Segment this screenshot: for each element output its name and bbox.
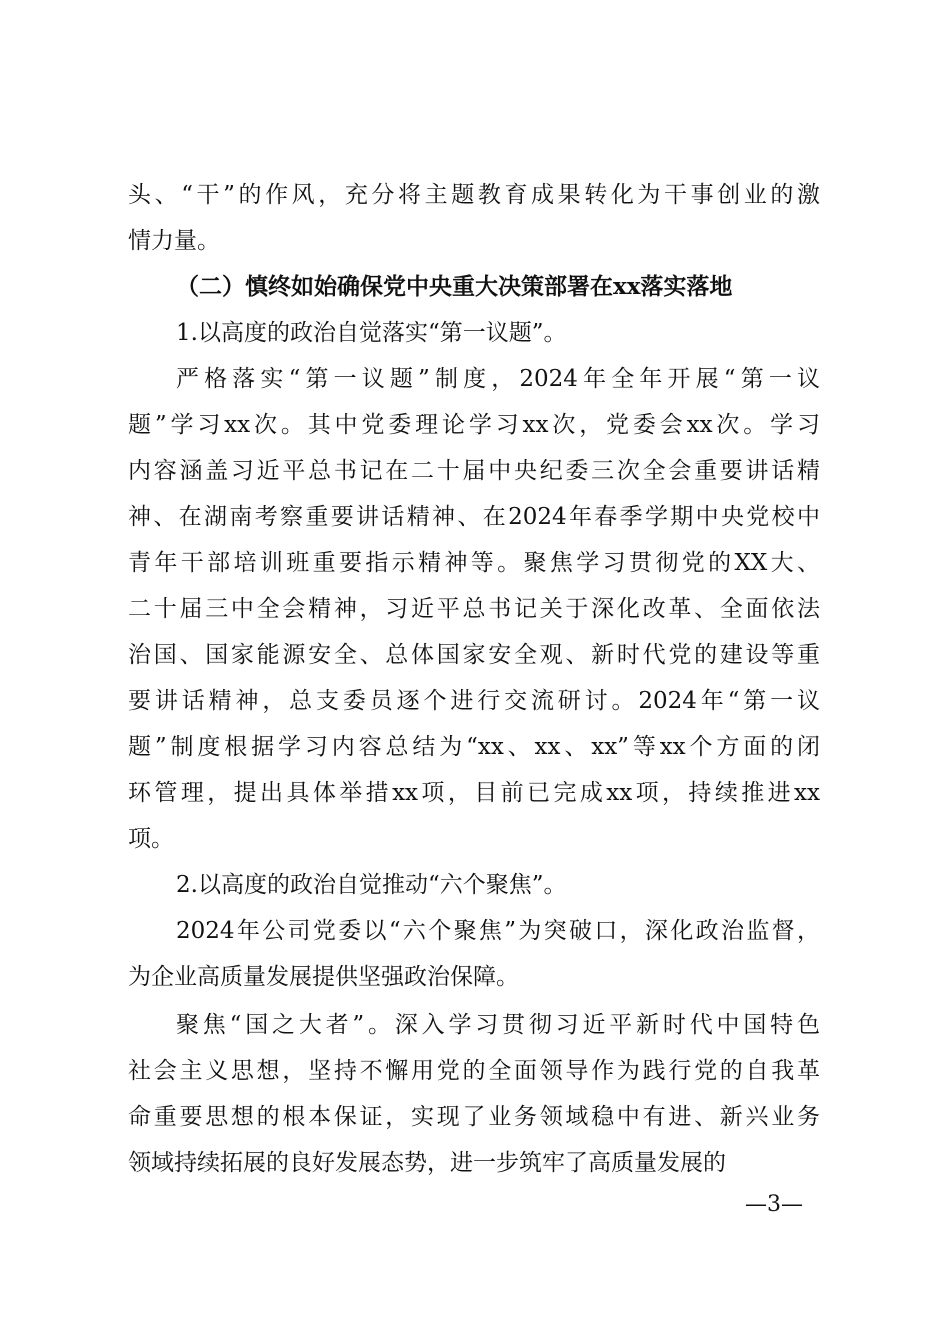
page-number: —3— — [745, 1192, 803, 1217]
text-line: 青年干部培训班重要指示精神等。聚焦学习贯彻党的XX大、 — [128, 550, 820, 576]
text-line: 情力量。 — [128, 228, 220, 254]
text-line: 题”制度根据学习内容总结为“xx、xx、xx”等xx个方面的闭 — [128, 734, 820, 760]
text-line: 2.以高度的政治自觉推动“六个聚焦”。 — [176, 872, 567, 898]
text-line: 领域持续拓展的良好发展态势，进一步筑牢了高质量发展的 — [128, 1150, 726, 1176]
text-line: 2024年公司党委以“六个聚焦”为突破口，深化政治监督， — [176, 918, 820, 944]
section-heading: （二）慎终如始确保党中央重大决策部署在xx落实落地 — [176, 273, 733, 300]
text-line: 命重要思想的根本保证，实现了业务领域稳中有进、新兴业务 — [128, 1104, 820, 1130]
text-line: 聚焦“国之大者”。深入学习贯彻习近平新时代中国特色 — [176, 1012, 820, 1038]
text-line: 1.以高度的政治自觉落实“第一议题”。 — [176, 320, 567, 346]
document-body — [128, 172, 820, 1186]
text-line: 神、在湖南考察重要讲话精神、在2024年春季学期中央党校中 — [128, 504, 820, 530]
text-line: 要讲话精神，总支委员逐个进行交流研讨。2024年“第一议 — [128, 688, 820, 714]
text-line: 二十届三中全会精神，习近平总书记关于深化改革、全面依法 — [128, 596, 820, 622]
text-line: 头、“干”的作风，充分将主题教育成果转化为干事创业的激 — [128, 182, 820, 208]
text-line: 治国、国家能源安全、总体国家安全观、新时代党的建设等重 — [128, 642, 820, 668]
text-line: 项。 — [128, 826, 174, 852]
text-line: 环管理，提出具体举措xx项，目前已完成xx项，持续推进xx — [128, 780, 820, 806]
text-line: 严格落实“第一议题”制度，2024年全年开展“第一议 — [176, 366, 820, 392]
text-line: 社会主义思想，坚持不懈用党的全面领导作为践行党的自我革 — [128, 1058, 820, 1084]
text-line: 为企业高质量发展提供坚强政治保障。 — [128, 964, 519, 990]
text-line: 内容涵盖习近平总书记在二十届中央纪委三次全会重要讲话精 — [128, 458, 820, 484]
text-line: 题”学习xx次。其中党委理论学习xx次，党委会xx次。学习 — [128, 412, 820, 438]
